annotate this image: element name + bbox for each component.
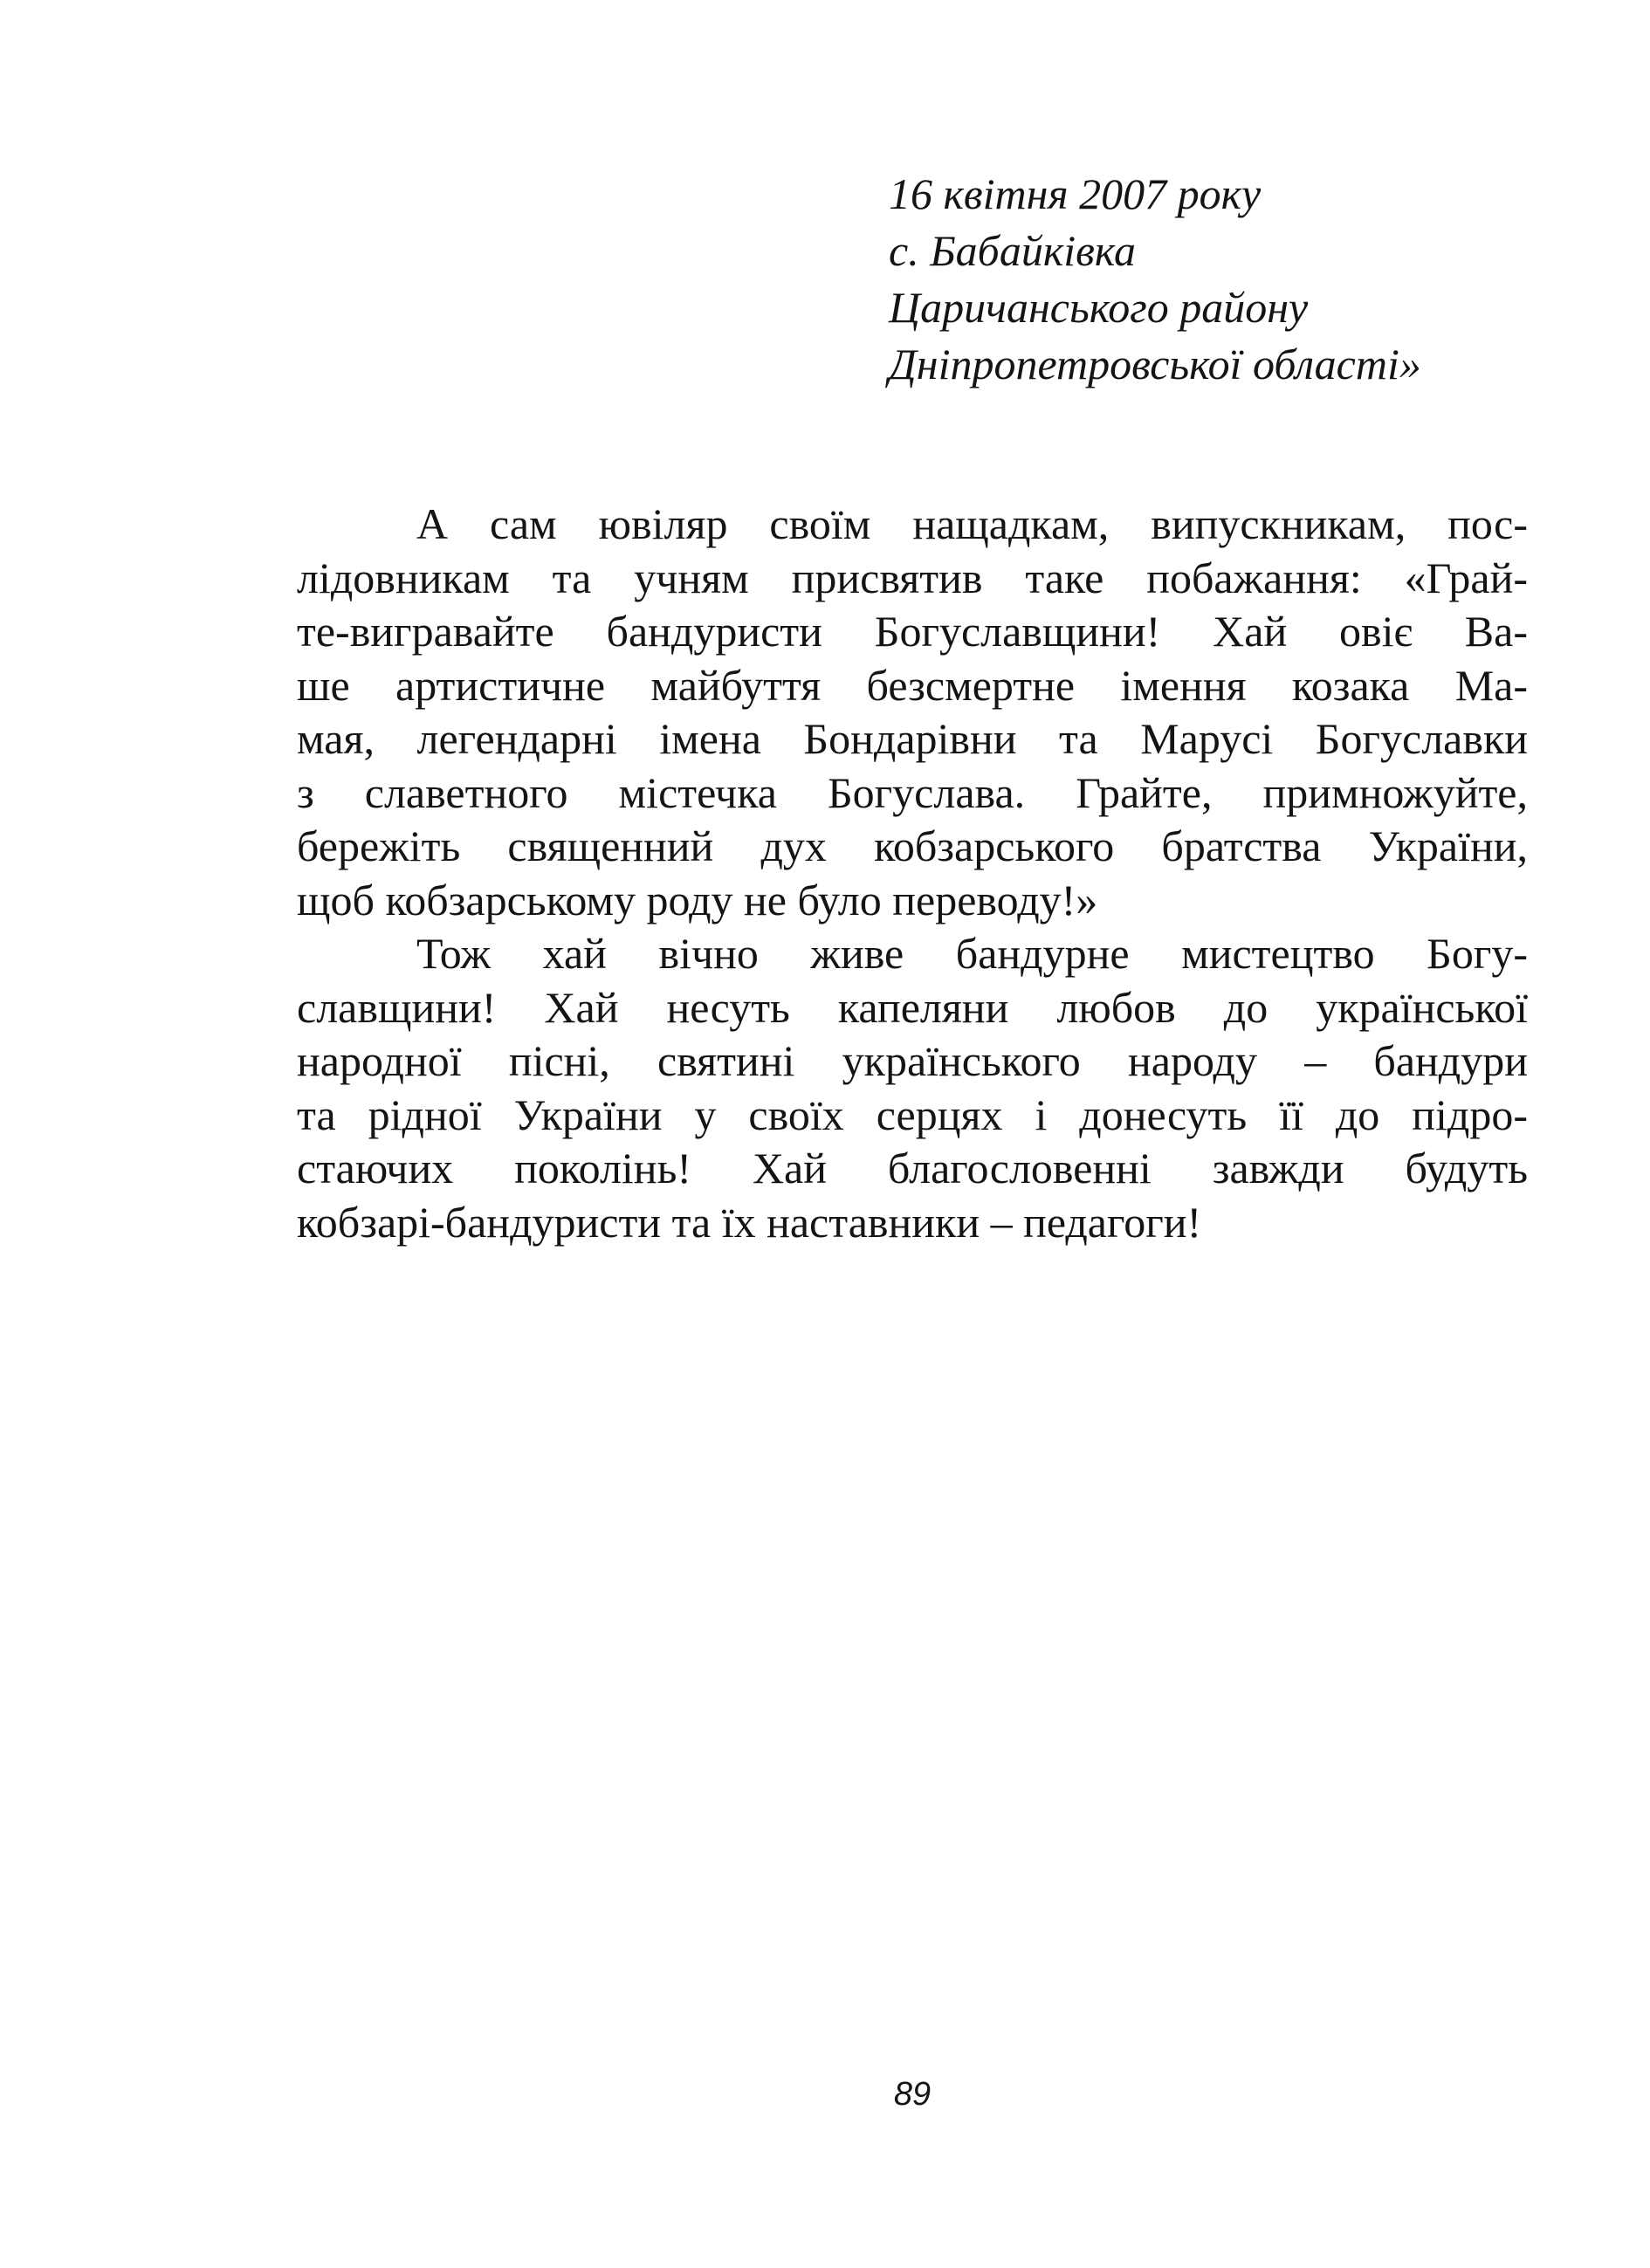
paragraph-line: стаючих поколінь! Хай благословенні завжди будуть — [297, 1144, 1528, 1192]
paragraph-line: лідовникам та учням присвятив таке побажання: «Грай- — [297, 553, 1528, 602]
paragraph-line: Тож хай вічно живе бандурне мистецтво Богу- — [416, 929, 1528, 978]
body-text — [297, 498, 1528, 1249]
paragraph-line: кобзарі-бандуристи та їх наставники – педагоги! — [297, 1197, 1202, 1247]
paragraph-line: ше артистичне майбуття безсмертне імення козака Ма- — [297, 660, 1528, 710]
paragraph-2 — [297, 927, 1528, 1249]
signature-district: Царичанського району — [889, 283, 1309, 332]
signature-village: с. Бабайківка — [889, 226, 1136, 275]
paragraph-line: народної пісні, святині українського народу – бандури — [297, 1036, 1528, 1085]
paragraph-line: славщини! Хай несуть капеляни любов до української — [297, 982, 1528, 1032]
paragraph-line: мая, легендарні імена Бондарівни та Марусі Богуславки — [297, 714, 1528, 763]
signature-date: 16 квітня 2007 року — [889, 169, 1262, 218]
paragraph-line: А сам ювіляр своїм нащадкам, випускникам, пос- — [416, 499, 1528, 548]
paragraph-line: щоб кобзарському роду не було переводу!» — [297, 875, 1098, 924]
page-number: 89 — [893, 2076, 932, 2113]
signature-region: Дніпропетровської області» — [889, 340, 1421, 388]
paragraph-line: та рідної України у своїх серцях і донесуть її до підро- — [297, 1089, 1528, 1139]
paragraph-1 — [297, 498, 1528, 927]
paragraph-line: з славетного містечка Богуслава. Грайте, примножуйте, — [297, 767, 1528, 817]
paragraph-line: бережіть священний дух кобзарського братства України, — [297, 821, 1528, 870]
signature-block — [889, 166, 1421, 393]
paragraph-line: те-вигравайте бандуристи Богуславщини! Хай овіє Ва- — [297, 607, 1528, 656]
